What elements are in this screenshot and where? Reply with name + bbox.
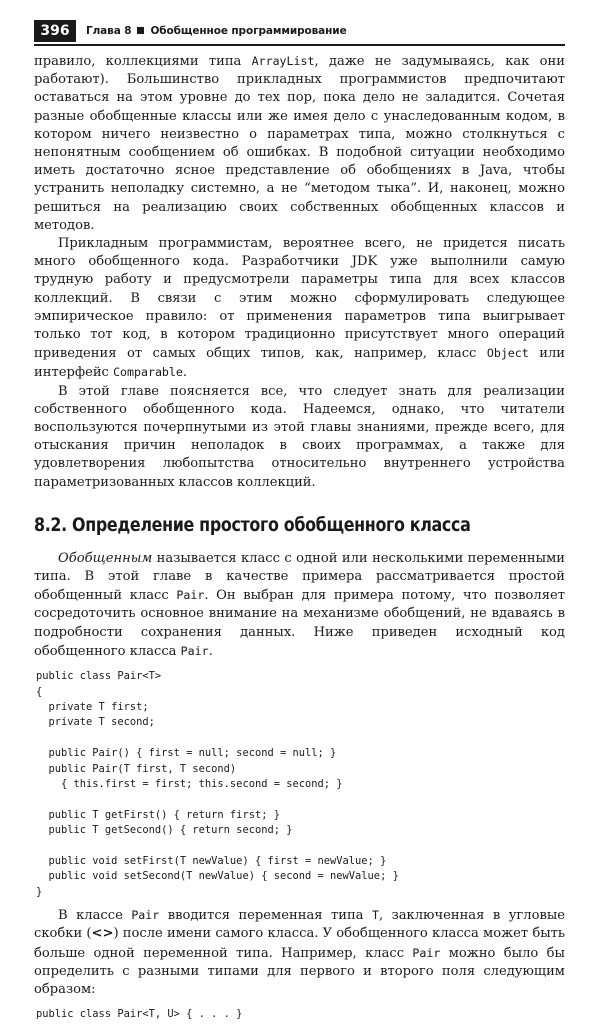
inline-code-t: T: [371, 908, 379, 923]
text-run: можно было бы определить с разными типами для первого и второго поля следующим образом:: [34, 945, 565, 997]
text-run: .: [208, 643, 213, 659]
text-run: или интерфейс: [34, 346, 565, 381]
section-heading: 8.2. Определение простого обобщенного класса: [34, 514, 471, 536]
text-run: вводится переменная типа: [159, 908, 372, 924]
page-body: [34, 52, 565, 1029]
text-run: правило, коллекциями типа: [34, 54, 252, 69]
text-run: Прикладным программистам, вероятнее всего, не придется писать много обобщенного кода. Разработчики JDK уже выполнили самую трудную работу и предусмотрели параметры типа для всех классов коллекций. В связи с этим можно сформулировать следующее эмпирическое правило: от применения параметров типа выигрывает только тот код, в котором традиционно присутствует много операций приведения от самых общих типов, как, например, класс: [34, 236, 565, 362]
text-run: В классе: [58, 908, 132, 924]
square-separator-icon: [137, 27, 144, 34]
text-run: . Он выбран для примера потому, что позволяет сосредоточить основное внимание на механизме обобщений, не вдаваясь в подробности сохранения данных. Ниже приведен исходный код обобщенного класса: [34, 588, 565, 659]
inline-code-pair: Pair: [131, 908, 160, 923]
paragraph-5: [34, 906, 565, 999]
paragraph-4: [34, 550, 565, 661]
italic-term: Обобщенным: [58, 550, 153, 566]
paragraph-3: В этой главе поясняется все, что следует знать для реализации собственного обобщенного кода. Надеемся, однако, что читатели воспользуются почерпнутыми из этой главы знаниями, прежде всего, для отыскания причин неполадок в своих программах, а также для удовлетворения любопытства относительно внутреннего устройства параметризованных классов коллекций.: [34, 383, 565, 490]
text-run: , даже не задумываясь, как они работают). Большинство прикладных программистов предпочитают оставаться на этом уровне до тех пор, пока дело не заладится. Сочетая разные обобщенные классы или же имея дело с унаследованным кодом, в котором ничего неизвестно о параметрах типа, можно столкнуться с непонятным сообщением об ошибках. В подобной ситуации необходимо иметь достаточно ясное представление об обобщениях в Java, чтобы устранить неполадку системно, а не “методом тыка”. И, наконец, можно решиться на реализацию своих собственных обобщенных классов и методов.: [34, 54, 565, 233]
inline-code-pair: Pair: [176, 588, 205, 603]
inline-code-pair: Pair: [180, 643, 209, 658]
angle-brackets: <>: [91, 926, 114, 942]
running-head: [86, 22, 347, 40]
text-run: ) после имени самого класса. У обобщенного класса может быть больше одной переменной типа. Например, класс: [34, 926, 565, 961]
page-header: [34, 20, 565, 46]
paragraph-1: [34, 52, 565, 235]
code-listing-pair-two-types: public class Pair<T, U> { . . . }: [36, 1008, 243, 1021]
inline-code-comparable: Comparable: [113, 365, 183, 380]
text-run: .: [182, 365, 188, 381]
text-run: называется класс с одной или несколькими переменными типа. В этой главе в качестве примера рассматривается простой обобщенный класс: [34, 550, 565, 604]
page-number: 396: [34, 20, 76, 42]
text-run: , заключенная в угловые скобки (: [34, 908, 566, 942]
paragraph-2: [34, 235, 565, 383]
inline-code-pair: Pair: [412, 945, 441, 960]
inline-code-arraylist: ArrayList: [251, 54, 315, 68]
inline-code-object: Object: [486, 346, 529, 361]
code-listing-pair-class: public class Pair<T> { private T first; private T second; public Pair() { first = null; second = null; } public Pair(T first, T second) { this.first = first; this.second = second; } public T getFirst() { return first; } public T getSecond() { return second; } public void setFirst(T newValue) { first = newValue; } public void setSecond(T newValue) { second = newValue; } }: [36, 670, 399, 898]
chapter-label: Глава 8: [86, 25, 132, 37]
chapter-title: Обобщенное программирование: [150, 25, 347, 37]
